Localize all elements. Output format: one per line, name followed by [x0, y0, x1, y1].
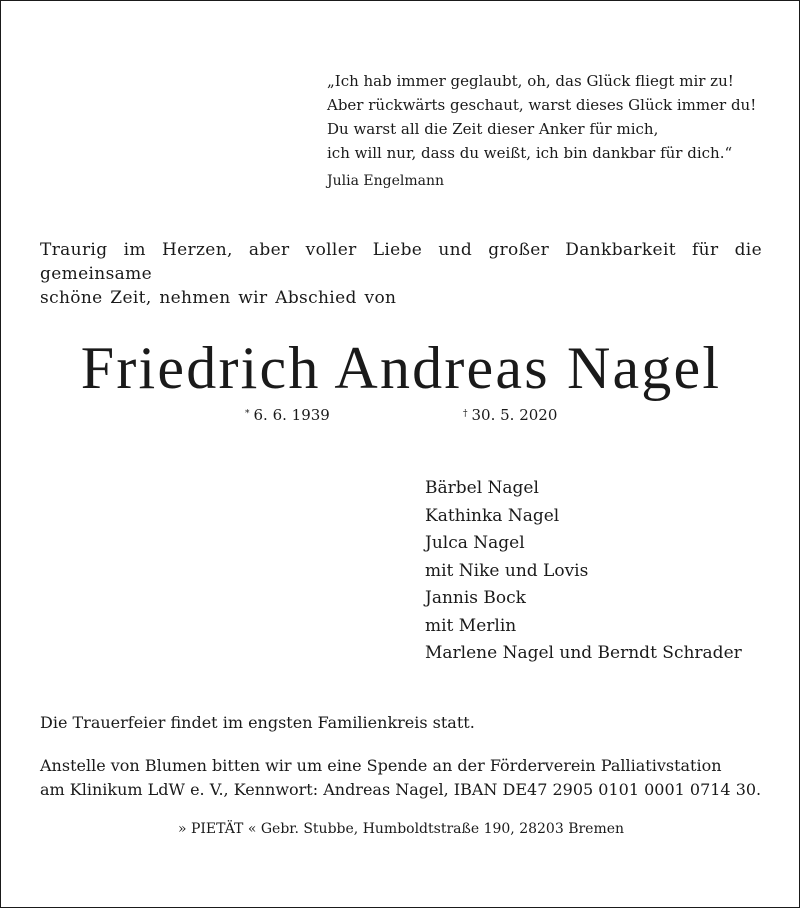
birth-date — [245, 404, 330, 426]
donation-note — [40, 754, 762, 802]
family-member: mit Merlin — [425, 615, 517, 636]
family-member: Marlene Nagel und Berndt Schrader — [425, 643, 742, 663]
quote-line: „Ich hab immer geglaubt, oh, das Glück fliegt mir zu! — [327, 72, 734, 90]
death-date — [463, 404, 557, 426]
family-member: Jannis Bock — [425, 588, 526, 608]
quote-author: Julia Engelmann — [327, 173, 444, 189]
deceased-name: Friedrich Andreas Nagel — [80, 335, 722, 401]
intro-text — [40, 238, 762, 310]
undertaker-info: » PIETÄT « Gebr. Stubbe, Humboldtstraße 190, 28203 Bremen — [177, 821, 625, 837]
family-member: Bärbel Nagel — [425, 478, 539, 498]
donation-line: Anstelle von Blumen bitten wir um eine Spende an der Förderverein Palliativstation — [40, 756, 722, 775]
ceremony-note: Die Trauerfeier findet im engsten Familienkreis statt. — [40, 713, 475, 732]
intro-line: Traurig im Herzen, aber voller Liebe und großer Dankbarkeit für die gemeinsame — [40, 240, 762, 284]
donation-line: am Klinikum LdW e. V., Kennwort: Andreas Nagel, IBAN DE47 2905 0101 0001 0714 30. — [40, 780, 762, 799]
family-list — [425, 475, 795, 668]
quote-line: Du warst all die Zeit dieser Anker für mich, — [327, 120, 659, 138]
family-member: Julca Nagel — [425, 533, 525, 553]
birth-date-value: 6. 6. 1939 — [253, 406, 330, 424]
quote-line: ich will nur, dass du weißt, ich bin dankbar für dich.“ — [327, 144, 733, 162]
family-member: mit Nike und Lovis — [425, 560, 589, 581]
quote-line: Aber rückwärts geschaut, warst dieses Glück immer du! — [327, 96, 757, 114]
family-member: Kathinka Nagel — [425, 505, 560, 526]
death-date-value: 30. 5. 2020 — [471, 406, 558, 424]
intro-line: schöne Zeit, nehmen wir Abschied von — [40, 288, 397, 308]
quote-block — [327, 69, 787, 193]
birth-symbol: * — [245, 409, 250, 419]
death-symbol: † — [463, 409, 468, 419]
